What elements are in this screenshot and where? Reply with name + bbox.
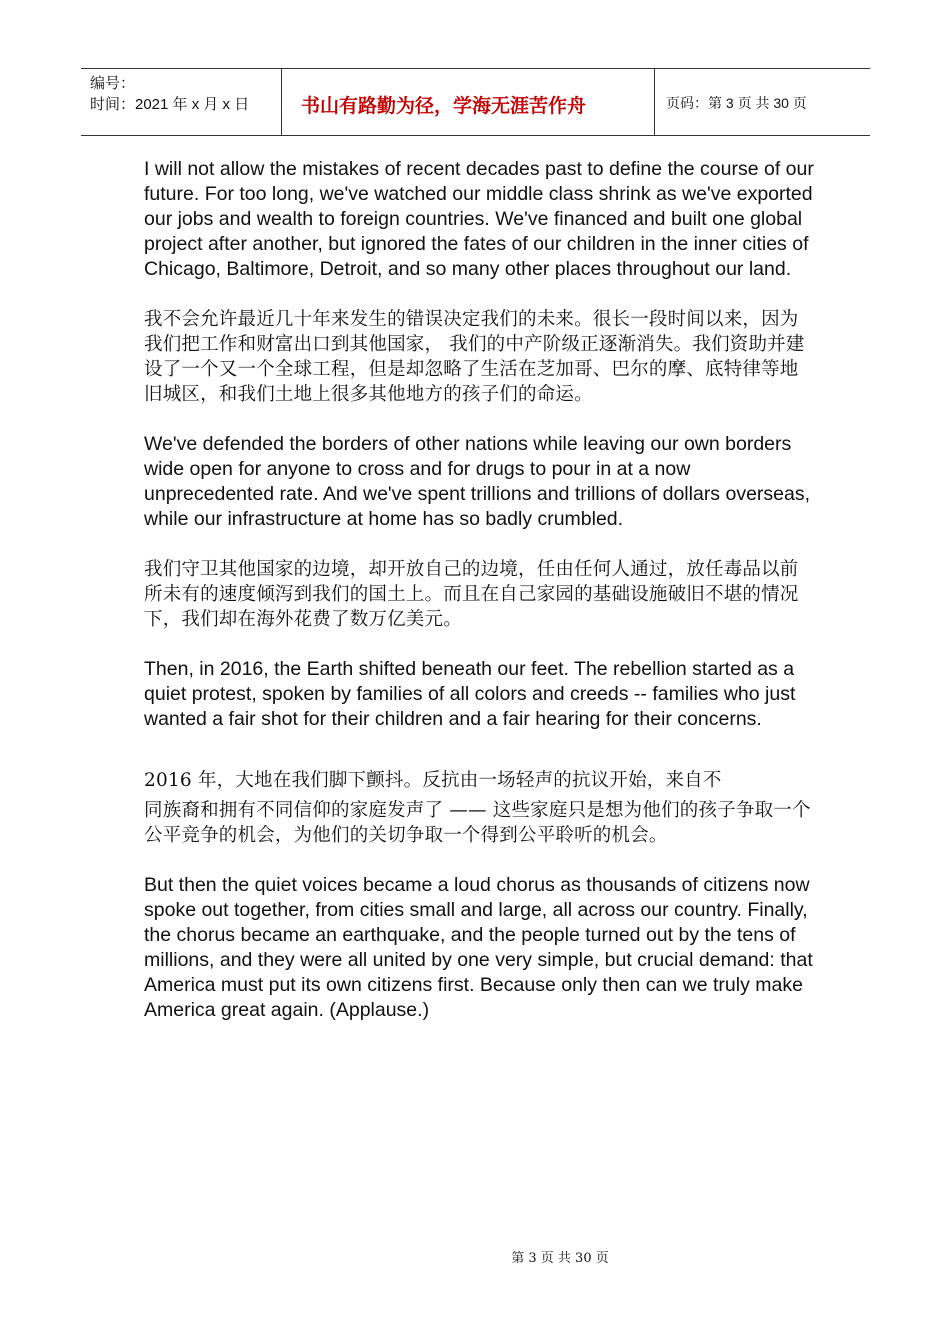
paragraph-en-4: But then the quiet voices became a loud chorus as thousands of citizens now spoke out together, from cities small and large, all across our country. Finally, the chorus became an earthquake, and the people turned out by the tens of millions, and they were all united by one very simple, but crucial demand: that America must put its own citizens first. Because only then can we truly make America great again. (Applause.) xyxy=(144,874,813,1021)
document-body xyxy=(144,157,816,1023)
paragraph-zh-2: 我们守卫其他国家的边境，却开放自己的边境，任由任何人通过，放任毒品以前所未有的速度倾泻到我们的国土上。而且在自己家园的基础设施破旧不堪的情况下，我们却在海外花费了数万亿美元。 xyxy=(144,559,799,630)
paragraph-zh-3b: 同族裔和拥有不同信仰的家庭发声了 —— 这些家庭只是想为他们的孩子争取一个公平竞争的机会，为他们的关切争取一个得到公平聆听的机会。 xyxy=(144,800,811,846)
paragraph-zh-1: 我不会允许最近几十年来发生的错误决定我们的未来。很长一段时间以来，因为我们把工作和财富出口到其他国家， 我们的中产阶级正逐渐消失。我们资助并建设了一个又一个全球工程，但是却忽略了生活在芝加哥、巴尔的摩、底特律等地旧城区，和我们土地上很多其他地方的孩子们的命运。 xyxy=(144,309,805,405)
paragraph-en-3: Then, in 2016, the Earth shifted beneath our feet. The rebellion started as a quiet protest, spoken by families of all colors and creeds -- families who just wanted a fair shot for their children and a fair hearing for their concerns. xyxy=(144,658,796,730)
header-motto: 书山有路勤为径，学海无涯苦作舟 xyxy=(282,69,655,135)
document-header xyxy=(81,68,870,136)
serial-number-label: 编号： xyxy=(90,75,136,92)
paragraph-zh-3a: 2016 年，大地在我们脚下颤抖。反抗由一场轻声的抗议开始，来自不 xyxy=(144,770,722,791)
header-page-indicator: 页码：第 3 页 共 30 页 xyxy=(666,95,807,111)
paragraph-en-2: We've defended the borders of other nations while leaving our own borders wide open for anyone to cross and for drugs to pour in at a now unprecedented rate. And we've spent trillions and trillions of dollars overseas, while our infrastructure at home has so badly crumbled. xyxy=(144,433,811,530)
paragraph-en-1: I will not allow the mistakes of recent decades past to define the course of our future. For too long, we've watched our middle class shrink as we've exported our jobs and wealth to foreign countries. We've financed and built one global project after another, but ignored the fates of our children in the inner cities of Chicago, Baltimore, Detroit, and so many other places throughout our land. xyxy=(144,158,814,280)
header-meta-cell xyxy=(81,69,282,135)
page-footer: 第 3 页 共 30 页 xyxy=(511,1251,609,1266)
date-label: 时间：2021 年 x 月 x 日 xyxy=(90,96,250,113)
